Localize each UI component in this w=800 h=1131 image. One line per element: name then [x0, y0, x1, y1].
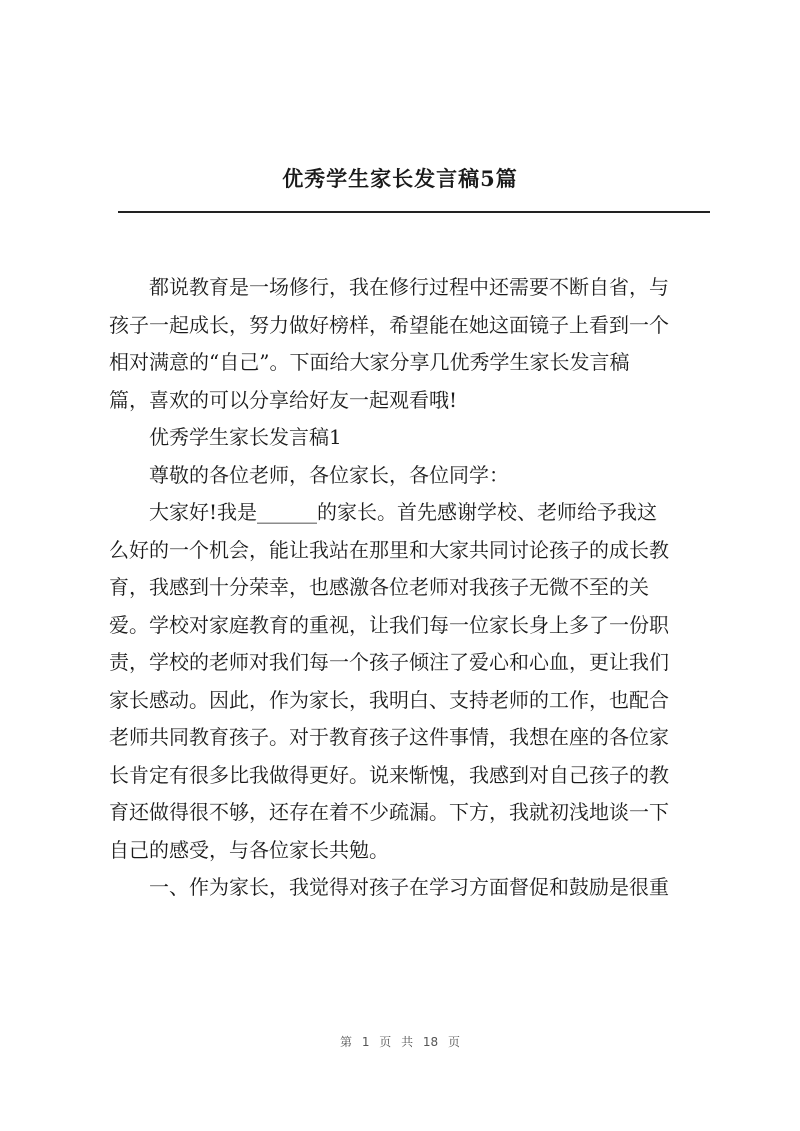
paragraph-line: 自己的感受，与各位家长共勉。: [109, 837, 389, 862]
document-body: [109, 269, 709, 907]
section-heading: 优秀学生家长发言稿1: [149, 425, 342, 449]
paragraph-line: 大家好!我是______的家长。首先感谢学校、老师给予我这: [149, 500, 658, 524]
paragraph-line: 育，我感到十分荣幸，也感激各位老师对我孩子无微不至的关: [109, 575, 649, 599]
salutation-line: 尊敬的各位老师，各位家长，各位同学：: [149, 462, 509, 487]
paragraph-line: 孩子一起成长，努力做好榜样，希望能在她这面镜子上看到一个: [109, 312, 669, 337]
paragraph-line: 家长感动。因此，作为家长，我明白、支持老师的工作，也配合: [109, 687, 669, 712]
paragraph-line: 责，学校的老师对我们每一个孩子倾注了爱心和心血，更让我们: [109, 650, 669, 674]
paragraph-line: 么好的一个机会，能让我站在那里和大家共同讨论孩子的成长教: [109, 537, 669, 562]
paragraph-line: 篇，喜欢的可以分享给好友一起观看哦!: [109, 387, 458, 412]
paragraph-line: 育还做得很不够，还存在着不少疏漏。下方，我就初浅地谈一下: [109, 800, 669, 824]
paragraph-line: 长肯定有很多比我做得更好。说来惭愧，我感到对自己孩子的教: [109, 762, 669, 787]
paragraph-line: 相对满意的“自己”。下面给大家分享几优秀学生家长发言稿: [109, 350, 630, 374]
paragraph-line: 老师共同教育孩子。对于教育孩子这件事情，我想在座的各位家: [109, 725, 669, 749]
page-number-footer: 第 1 页 共 18 页: [340, 1035, 460, 1049]
paragraph-line: 爱。学校对家庭教育的重视，让我们每一位家长身上多了一份职: [109, 612, 669, 637]
document-title: 优秀学生家长发言稿5篇: [282, 166, 518, 191]
paragraph-line: 一、作为家长，我觉得对孩子在学习方面督促和鼓励是很重: [149, 875, 669, 899]
title-underline: [118, 211, 710, 213]
paragraph-line: 都说教育是一场修行，我在修行过程中还需要不断自省，与: [149, 275, 669, 299]
